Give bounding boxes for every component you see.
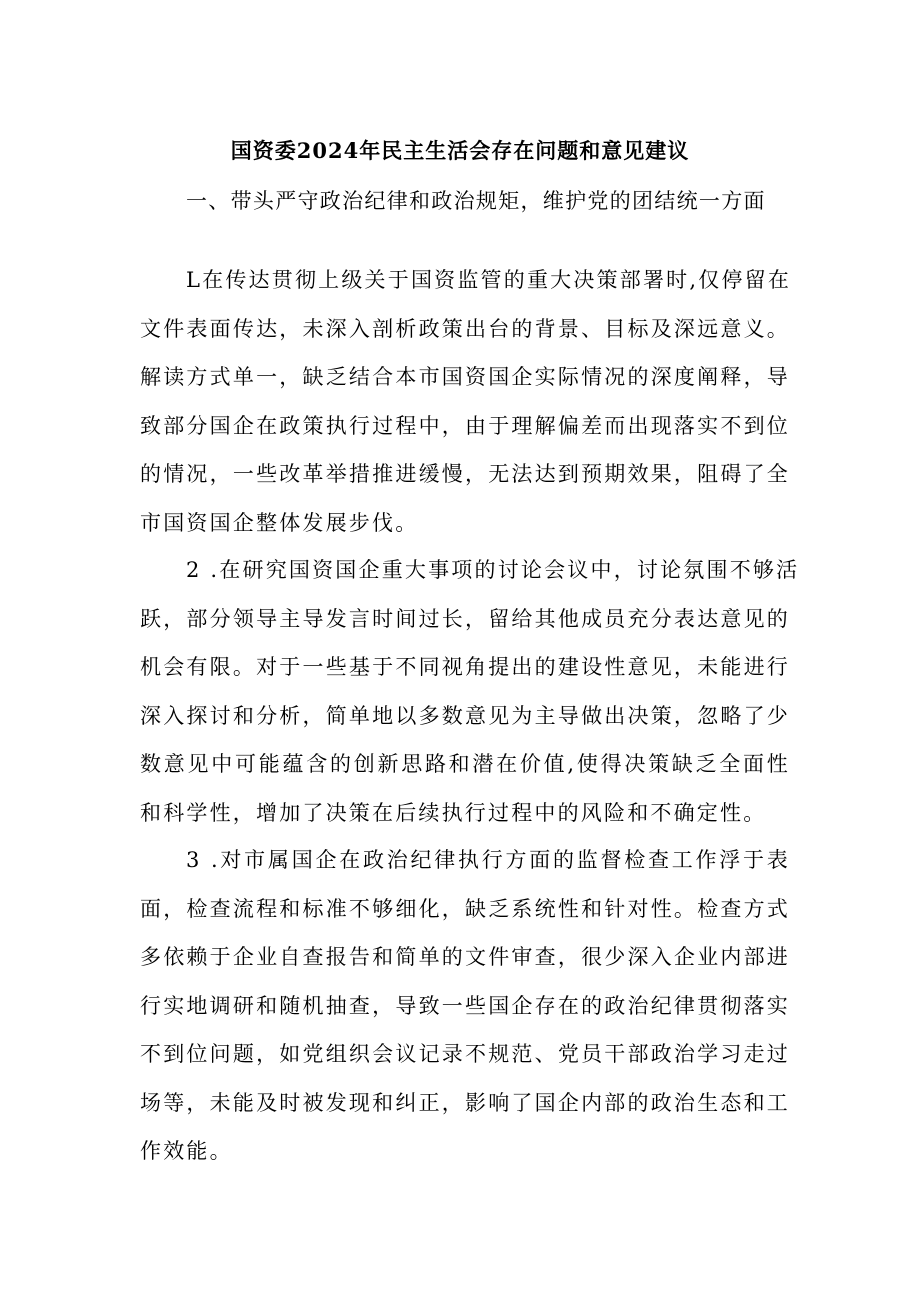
paragraph-line: 解读方式单一，缺乏结合本市国资国企实际情况的深度阐释，导 [140, 365, 790, 389]
paragraph-line: 场等，未能及时被发现和纠正，影响了国企内部的政治生态和工 [140, 1090, 790, 1115]
paragraph-line: 的情况，一些改革举措推进缓慢，无法达到预期效果，阻碍了全 [140, 462, 790, 486]
paragraph-line: 面，检查流程和标准不够细化，缺乏系统性和针对性。检查方式 [140, 896, 790, 921]
paragraph-line: 和科学性，增加了决策在后续执行过程中的风险和不确定性。 [140, 800, 767, 825]
paragraph-line: 不到位问题，如党组织会议记录不规范、党员干部政治学习走过 [140, 1042, 790, 1066]
paragraph-line: 数意见中可能蕴含的创新思路和潜在价值,使得决策缺乏全面性 [140, 752, 790, 776]
paragraph-line: 作效能。 [140, 1139, 233, 1163]
paragraph-line: 文件表面传达，未深入剖析政策出台的背景、目标及深远意义。 [140, 316, 790, 341]
paragraph-3 [140, 836, 790, 1176]
paragraph-2 [140, 546, 800, 837]
paragraph-line: 多依赖于企业自查报告和简单的文件审查，很少深入企业内部进 [140, 945, 790, 969]
paragraph-line: 机会有限。对于一些基于不同视角提出的建设性意见，未能进行 [140, 655, 790, 679]
paragraph-1 [140, 256, 790, 547]
paragraph-line: 3 .对市属国企在政治纪律执行方面的监督检查工作浮于表 [186, 848, 790, 872]
paragraph-line: 深入探讨和分析，简单地以多数意见为主导做出决策，忽略了少 [140, 703, 790, 728]
paragraph-line: 2 .在研究国资国企重大事项的讨论会议中，讨论氛围不够活 [186, 558, 800, 582]
document-title: 国资委2024年民主生活会存在问题和意见建议 [230, 138, 690, 163]
paragraph-line: 跃，部分领导主导发言时间过长，留给其他成员充分表达意见的 [140, 606, 790, 631]
paragraph-line: 致部分国企在政策执行过程中，由于理解偏差而出现落实不到位 [140, 413, 790, 438]
paragraph-line: L在传达贯彻上级关于国资监管的重大决策部署时,仅停留在 [186, 268, 792, 292]
paragraph-line: 行实地调研和随机抽查，导致一些国企存在的政治纪律贯彻落实 [140, 993, 790, 1018]
section-heading: 一、带头严守政治纪律和政治规矩，维护党的团结统一方面 [186, 189, 766, 213]
paragraph-line: 市国资国企整体发展步伐。 [140, 510, 419, 535]
